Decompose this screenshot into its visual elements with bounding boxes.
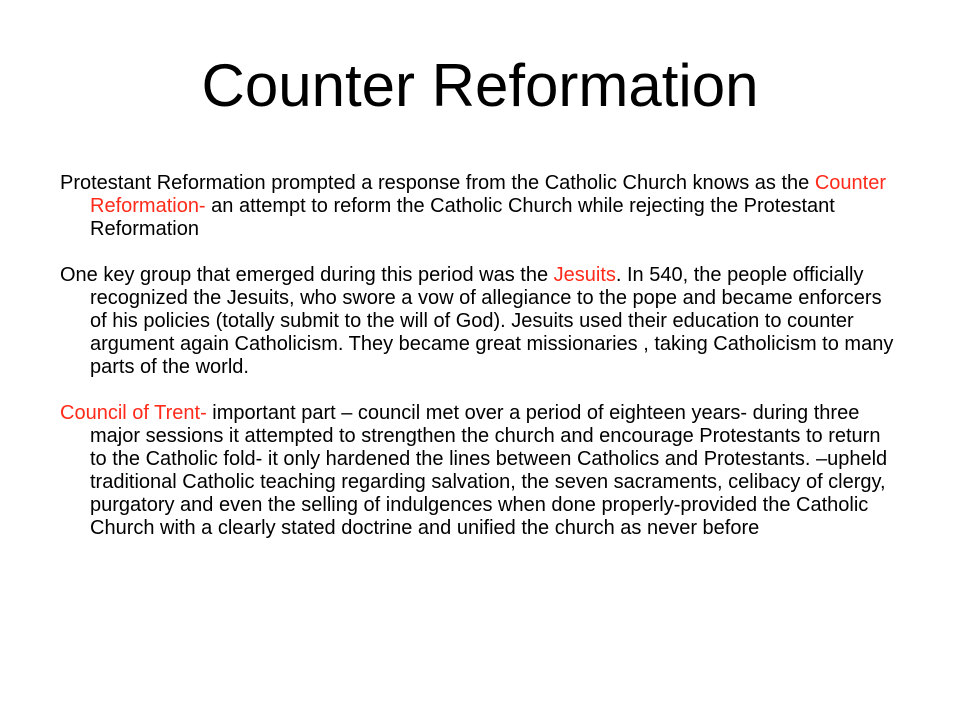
text-run: . In 540, the people officially recognized the Jesuits, who swore a vow of allegiance to the pope and became enforcers of his policies (totally submit to the will of God). Jesuits used their education to counter argument again Catholicism. They became great missionaries , taking Catholicism to many parts of the world. <box>90 264 894 378</box>
paragraph-counter-reformation <box>60 172 900 241</box>
text-run: Protestant Reformation prompted a response from the Catholic Church knows as the <box>60 172 815 194</box>
slide-body <box>60 172 900 563</box>
text-run: One key group that emerged during this period was the <box>60 264 554 286</box>
highlight-term-jesuits: Jesuits <box>553 264 616 286</box>
paragraph-council-of-trent <box>60 402 900 540</box>
slide-title: Counter Reformation <box>201 52 759 119</box>
highlight-term-counter-reformation: Counter Reformation- <box>90 172 886 217</box>
text-run: an attempt to reform the Catholic Church while rejecting the Protestant Reformation <box>90 195 835 240</box>
paragraph-jesuits <box>60 264 900 379</box>
text-run: important part – council met over a period of eighteen years- during three major sessions it attempted to strengthen the church and encourage Protestants to return to the Catholic fold- it only hardened the lines between Catholics and Protestants. –upheld traditional Catholic teaching regarding salvation, the seven sacraments, celibacy of clergy, purgatory and even the selling of indulgences when done properly-provided the Catholic Church with a clearly stated doctrine and unified the church as never before <box>90 402 888 539</box>
highlight-term-council-of-trent: Council of Trent- <box>60 402 207 424</box>
